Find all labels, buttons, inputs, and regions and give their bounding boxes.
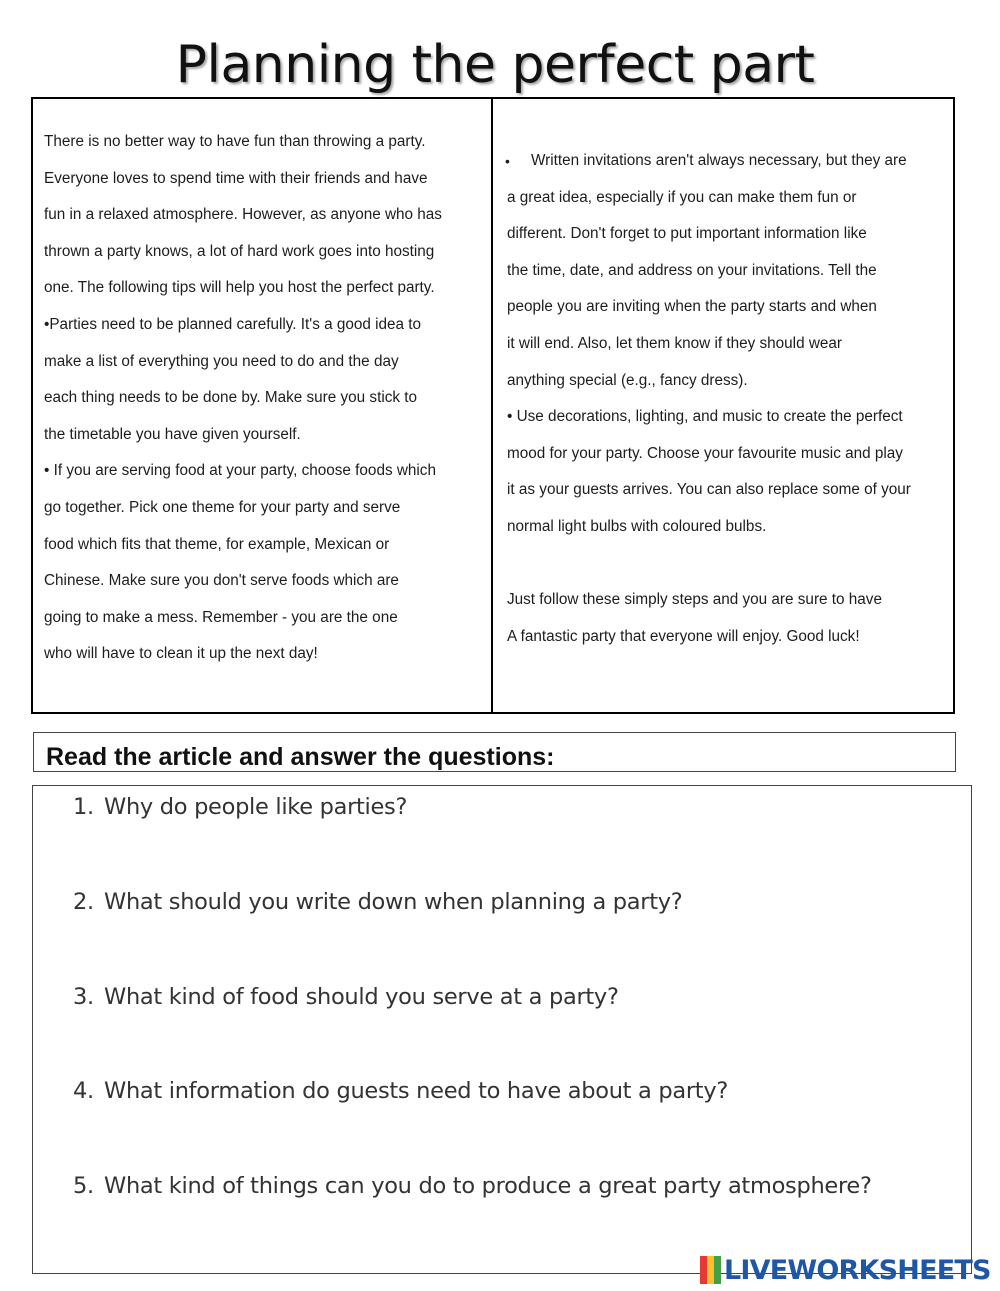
question-item <box>73 889 682 915</box>
page-title: Planning the perfect part <box>175 35 815 95</box>
article-box <box>31 97 955 714</box>
logo-text: LIVEWORKSHEETS <box>724 1254 991 1286</box>
article-line: • If you are serving food at your party, choose foods which <box>44 462 436 480</box>
question-text: What kind of things can you do to produce a great party atmosphere? <box>104 1173 872 1199</box>
questions-box <box>32 785 972 1274</box>
article-line: each thing needs to be done by. Make sure you stick to <box>44 389 418 407</box>
article-line: the time, date, and address on your invitations. Tell the <box>507 261 877 279</box>
question-text: Why do people like parties? <box>104 794 408 820</box>
article-line: going to make a mess. Remember - you are the one <box>44 608 398 626</box>
article-line: a great idea, especially if you can make them fun or <box>507 188 857 206</box>
article-left-column <box>44 124 442 673</box>
article-line: go together. Pick one theme for your party and serve <box>44 498 401 516</box>
question-number: 3. <box>73 984 94 1010</box>
article-line: • Use decorations, lighting, and music to create the perfect <box>507 408 903 426</box>
logo-bar <box>700 1256 707 1284</box>
logo-bar <box>714 1256 721 1284</box>
article-line: thrown a party knows, a lot of hard work goes into hosting <box>44 242 435 260</box>
article-line: Everyone loves to spend time with their friends and have <box>44 169 428 187</box>
article-line: Chinese. Make sure you don't serve foods which are <box>44 572 399 590</box>
article-line: make a list of everything you need to do and the day <box>44 352 399 370</box>
question-number: 5. <box>73 1173 94 1199</box>
question-text: What information do guests need to have about a party? <box>104 1078 728 1104</box>
article-line: one. The following tips will help you host the perfect party. <box>44 279 435 297</box>
article-line: it as your guests arrives. You can also replace some of your <box>507 481 911 499</box>
question-item <box>73 794 407 820</box>
question-item <box>73 984 619 1010</box>
article-bullet-line <box>507 143 911 180</box>
question-text: What should you write down when planning a party? <box>104 889 683 915</box>
article-line: normal light bulbs with coloured bulbs. <box>507 517 767 535</box>
logo-bar <box>707 1256 714 1284</box>
liveworksheets-icon <box>700 1256 722 1284</box>
question-number: 2. <box>73 889 94 915</box>
article-line: There is no better way to have fun than throwing a party. <box>44 133 426 150</box>
question-item <box>73 1078 728 1104</box>
liveworksheets-logo[interactable] <box>700 1254 991 1286</box>
article-line: •Parties need to be planned carefully. It's a good idea to <box>44 315 422 333</box>
column-divider <box>491 99 493 712</box>
article-line: Written invitations aren't always necessary, but they are <box>531 152 907 169</box>
question-item <box>73 1173 872 1199</box>
closing-line: A fantastic party that everyone will enjoy. Good luck! <box>507 627 860 645</box>
article-line: fun in a relaxed atmosphere. However, as anyone who has <box>44 206 442 224</box>
article-line: the timetable you have given yourself. <box>44 425 301 443</box>
article-line: different. Don't forget to put important information like <box>507 225 867 243</box>
article-line: mood for your party. Choose your favourite music and play <box>507 444 903 462</box>
question-number: 1. <box>73 794 94 820</box>
blank-line <box>507 546 911 583</box>
article-line: people you are inviting when the party starts and when <box>507 298 877 316</box>
article-line: who will have to clean it up the next day! <box>44 645 318 663</box>
article-line: anything special (e.g., fancy dress). <box>507 371 748 389</box>
question-text: What kind of food should you serve at a party? <box>104 984 619 1010</box>
questions-header-box <box>33 732 956 772</box>
bullet-icon: • <box>505 153 510 169</box>
closing-line: Just follow these simply steps and you are sure to have <box>507 591 882 609</box>
question-number: 4. <box>73 1078 94 1104</box>
article-line: food which fits that theme, for example, Mexican or <box>44 535 390 553</box>
questions-heading: Read the article and answer the questions: <box>46 743 555 771</box>
article-line: it will end. Also, let them know if they should wear <box>507 334 842 352</box>
article-right-column <box>507 143 911 655</box>
